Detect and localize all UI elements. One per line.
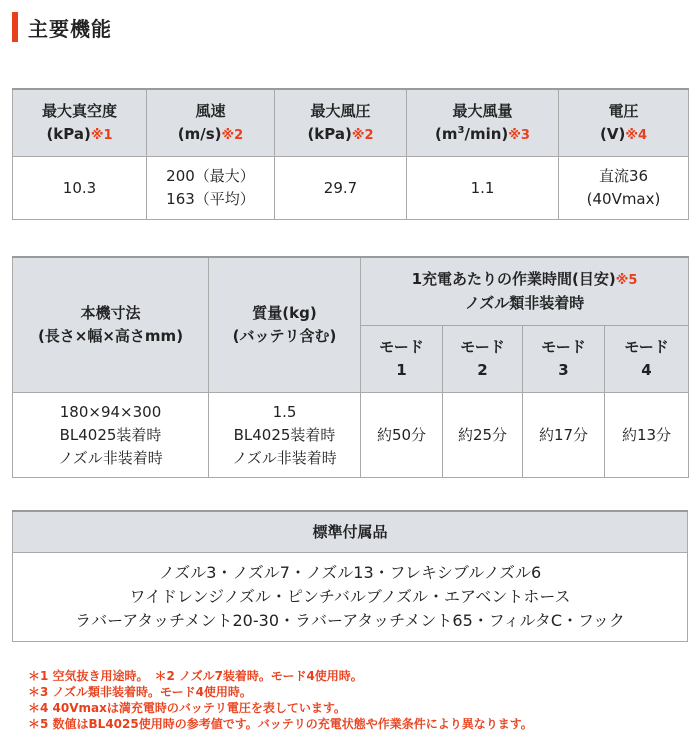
header-runtime: 1充電あたりの作業時間(目安)※5 ノズル類非装着時 [361, 257, 689, 325]
footnote-line: ＊5 数値はBL4025使用時の参考値です。バッテリの充電状態や作業条件により異なります。 [28, 717, 533, 731]
value-dimensions: 180×94×300 BL4025装着時 ノズル非装着時 [13, 393, 209, 478]
header-voltage: 電圧 (V)※4 [559, 89, 689, 157]
header-dimensions: 本機寸法 (長さ×幅×高さmm) [13, 257, 209, 393]
section-title: 主要機能 [28, 16, 112, 41]
value-mass: 1.5 BL4025装着時 ノズル非装着時 [209, 393, 361, 478]
header-mode-3: モード 3 [523, 325, 605, 393]
value-max-vacuum: 10.3 [13, 157, 147, 220]
heading-accent-bar [12, 12, 18, 42]
header-mode-1: モード 1 [361, 325, 443, 393]
spec-header-row [13, 89, 689, 157]
footnote-mark: ※2 [351, 127, 374, 143]
footnote-mark: ※3 [508, 127, 530, 143]
value-max-pressure: 29.7 [275, 157, 407, 220]
footnote-line: ＊3 ノズル類非装着時。モード4使用時。 [28, 685, 252, 699]
accessories-list: ノズル3・ノズル7・ノズル13・フレキシブルノズル6 ワイドレンジノズル・ピンチバルブノズル・エアベントホース ラバーアタッチメント20-30・ラバーアタッチメント65・フィルタC・フック [13, 553, 688, 642]
header-mass: 質量(kg) (バッテリ含む) [209, 257, 361, 393]
accessories-table [12, 510, 688, 642]
dimension-value-row [13, 393, 689, 478]
value-mode-3-time: 約17分 [523, 393, 605, 478]
header-max-pressure: 最大風圧 (kPa)※2 [275, 89, 407, 157]
footnote-mark: ※2 [221, 127, 244, 143]
value-mode-2-time: 約25分 [443, 393, 523, 478]
value-mode-1-time: 約50分 [361, 393, 443, 478]
section-heading [12, 12, 112, 42]
value-max-airflow: 1.1 [407, 157, 559, 220]
header-mode-4: モード 4 [605, 325, 689, 393]
value-wind-speed: 200（最大） 163（平均） [147, 157, 275, 220]
spec-value-row [13, 157, 689, 220]
footnote-mark: ※4 [625, 127, 647, 143]
footnote-line: ＊4 40Vmaxは満充電時のバッテリ電圧を表しています。 [28, 701, 346, 715]
footnotes [28, 668, 533, 732]
footnote-mark: ※1 [90, 127, 113, 143]
value-mode-4-time: 約13分 [605, 393, 689, 478]
header-wind-speed: 風速 (m/s)※2 [147, 89, 275, 157]
header-max-vacuum: 最大真空度 (kPa)※1 [13, 89, 147, 157]
header-mode-2: モード 2 [443, 325, 523, 393]
footnote-line: ＊1 空気抜き用途時。 ＊2 ノズル7装着時。モード4使用時。 [28, 669, 363, 683]
footnote-mark: ※5 [615, 272, 638, 288]
spec-table [12, 88, 689, 220]
header-accessories: 標準付属品 [13, 511, 688, 553]
value-voltage: 直流36 (40Vmax) [559, 157, 689, 220]
dimension-table [12, 256, 689, 478]
header-max-airflow: 最大風量 $(m^3/\min)※3$ [407, 89, 559, 157]
